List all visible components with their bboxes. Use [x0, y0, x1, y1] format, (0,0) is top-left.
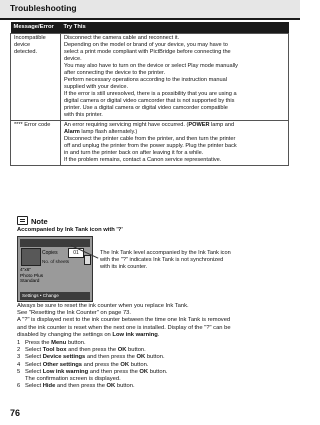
ink-tank-icon [84, 255, 91, 265]
button-name: OK [106, 383, 116, 390]
text-run: Select [25, 361, 43, 368]
text-run: and then press the [55, 383, 107, 390]
text-run: Press the [25, 340, 52, 347]
note-body [17, 303, 285, 390]
body-paragraph: Always be sure to reset the ink counter when you replace Ink Tank. [17, 303, 189, 309]
step-number: 1 [17, 340, 21, 347]
text-line: Depending on the model or brand of your device, you may have to [64, 42, 228, 48]
text-run: lamp and [209, 122, 235, 128]
text-line: off and unplug the printer from the power supply. Plug the printer back [64, 143, 237, 149]
text-line: with this printer. [64, 112, 103, 118]
lcd-bottom-bar: Settings • Change [20, 292, 90, 300]
text-line: Perform necessary operations according to the instruction manual [64, 77, 227, 83]
menu-name: Tool box [42, 347, 67, 354]
button-name: Menu [51, 340, 67, 347]
text-line: and the ink counter is reset when the next one is installed. Display of the "?" can be [17, 324, 231, 331]
text-run: button. [129, 361, 149, 368]
text-run: button. [115, 383, 135, 390]
text-line: in and turn the printer back on after leaving it for a while. [64, 150, 204, 156]
text-line: supplied with your device. [64, 84, 129, 90]
callout-line: with the "?" indicates Ink Tank is not synchronized [100, 257, 224, 263]
menu-name: Low ink warning [42, 368, 89, 375]
step-number: 3 [17, 354, 21, 361]
photo-thumbnail [21, 248, 41, 266]
column-header-message: Message/Error [11, 22, 61, 34]
lcd-list-item: Photo Plus [20, 273, 44, 279]
message-cell [11, 121, 61, 166]
text-run: lamp flash alternately.) [79, 129, 138, 135]
note-heading-text: Note [31, 217, 48, 226]
message-line: **** Error code [14, 122, 51, 128]
section-title: Troubleshooting [10, 3, 77, 13]
list-item [17, 362, 285, 369]
note-subheading: Accompanied by Ink Tank icon with '?' [17, 227, 123, 233]
error-table [10, 22, 289, 166]
menu-name: Other settings [42, 361, 83, 368]
button-name: OK [139, 368, 149, 375]
body-paragraph: See "Resetting the Ink Counter" on page 73. [17, 310, 132, 317]
message-line: Incompatible device [14, 35, 46, 48]
message-line: detected. [14, 49, 38, 55]
text-run: button. [126, 347, 146, 354]
text-line: You may also have to turn on the device or select Play mode manually [64, 63, 238, 69]
text-line: printer. Use a digital camera or digital video camcorder compatible [64, 105, 228, 111]
text-line [64, 122, 285, 129]
list-item [17, 383, 285, 390]
text-run: An error requiring servicing might have occurred. ( [64, 122, 189, 128]
step-number: 2 [17, 347, 21, 354]
text-run: and press the [82, 361, 121, 368]
table-row [11, 34, 289, 121]
step-result: The confirmation screen is displayed. [25, 376, 121, 383]
text-run: and then press the [66, 347, 118, 354]
list-item [17, 354, 285, 361]
callout-text [100, 250, 280, 271]
button-name: OK [136, 354, 146, 361]
page-number: 76 [10, 408, 21, 418]
lcd-settings-list [20, 268, 43, 285]
lcd-list-item: 4"x6" [20, 268, 32, 273]
text-run: Select [25, 347, 43, 354]
try-this-cell [61, 121, 289, 166]
text-line: select a print mode compliant with PictBridge before connecting the [64, 49, 231, 55]
table-header-row [11, 22, 289, 34]
list-item [17, 340, 285, 347]
text-line: A "?" is displayed next to the ink counter between the time one Ink Tank is removed [17, 317, 231, 324]
text-line: If the problem remains, contact a Canon service representative. [64, 157, 222, 163]
callout-line: The Ink Tank level accompanied by the Ink Tank icon [100, 250, 231, 256]
text-run: Select [25, 368, 43, 375]
menu-name: Device settings [42, 354, 86, 361]
text-run: and then press the [88, 368, 140, 375]
note-heading [17, 216, 48, 226]
text-line [64, 129, 285, 136]
text-run: button. [66, 340, 86, 347]
text-line: digital camera or digital video camcorder that is not supported by this [64, 98, 235, 104]
button-name: OK [120, 361, 130, 368]
text-line: If the error is still unresolved, there is a possibility that you are using a [64, 91, 237, 97]
table-row [11, 121, 289, 166]
steps-list [17, 340, 285, 390]
sheets-label: No. of sheets [42, 259, 70, 264]
lcd-screen-illustration [17, 236, 93, 302]
callout-line: with its ink counter. [100, 264, 148, 270]
try-this-cell [61, 34, 289, 121]
list-item [17, 347, 285, 354]
copies-label: Copies [42, 250, 58, 256]
note-icon [17, 216, 28, 225]
lcd-title-bar [20, 239, 90, 247]
button-name: OK [117, 347, 127, 354]
message-cell [11, 34, 61, 121]
text-line: Disconnect the camera cable and reconnect it. [64, 35, 180, 41]
column-header-try-this: Try This [61, 22, 289, 34]
text-line [17, 332, 285, 339]
step-number: 5 [17, 368, 21, 375]
lcd-list-item: Standard [20, 279, 40, 284]
text-line: after connecting the device to the printer. [64, 70, 166, 76]
step-number: 6 [17, 383, 21, 390]
page-header [0, 0, 300, 20]
text-run: button. [145, 354, 165, 361]
text-run: . [157, 331, 160, 338]
alarm-lamp-label: Alarm [64, 129, 80, 135]
text-line: device. [64, 56, 82, 62]
text-run: Select [25, 383, 43, 390]
step-number: 4 [17, 361, 21, 368]
text-run: disabled by changing the settings on [17, 331, 113, 338]
menu-name: Hide [42, 383, 56, 390]
text-run: button. [148, 368, 168, 375]
text-run: and then press the [85, 354, 137, 361]
text-line: Disconnect the printer cable from the printer, and then turn the printer [64, 136, 236, 142]
list-item [17, 369, 285, 383]
body-paragraph [17, 317, 285, 339]
setting-name: Low ink warning [112, 331, 158, 338]
copies-value: 01 [68, 248, 84, 258]
text-run: Select [25, 354, 43, 361]
power-lamp-label: POWER [188, 122, 210, 128]
